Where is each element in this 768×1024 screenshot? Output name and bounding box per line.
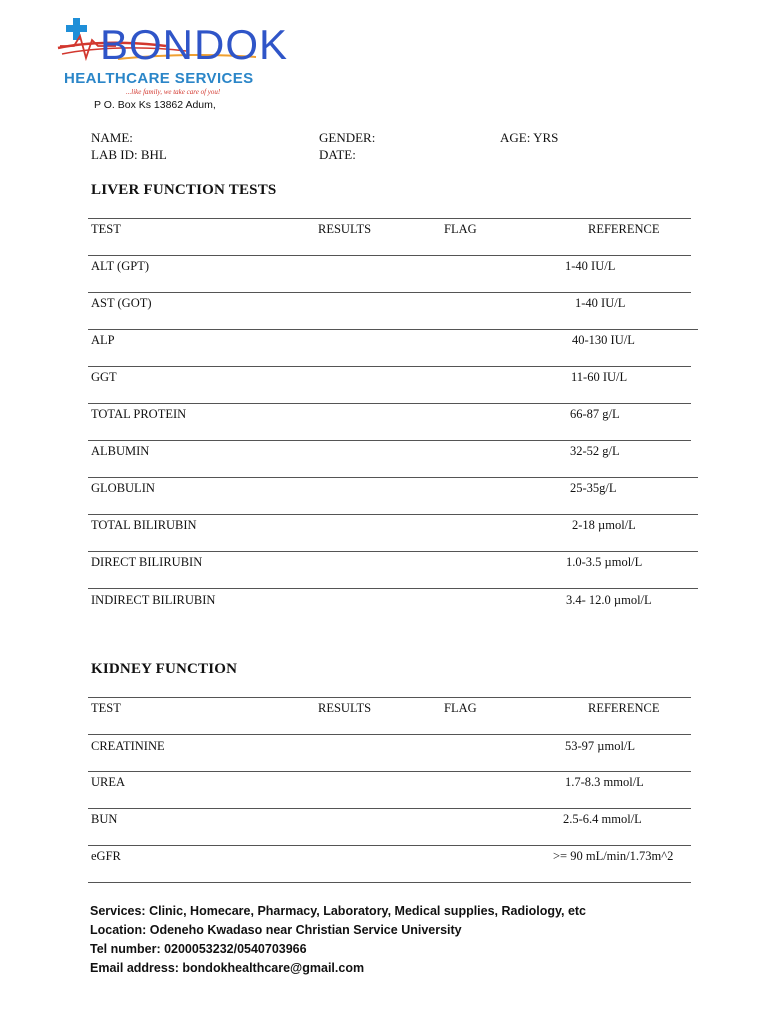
kidney-section-title: KIDNEY FUNCTION <box>91 661 238 677</box>
kidney-header-test: TEST <box>91 701 121 715</box>
lab-id-field: LAB ID: BHL <box>91 147 167 162</box>
kidney-header-flag: FLAG <box>444 701 477 715</box>
brand-tagline: ...like family, we take care of you! <box>126 88 221 96</box>
kidney-row-reference: 1.7-8.3 mmol/L <box>565 775 644 789</box>
table-divider <box>88 218 691 219</box>
contact-footer <box>90 902 586 978</box>
company-address: P O. Box Ks 13862 Adum, <box>94 99 216 111</box>
age-field: AGE: YRS <box>500 130 559 145</box>
liver-header-flag: FLAG <box>444 222 477 236</box>
liver-row-test: GLOBULIN <box>91 481 155 495</box>
liver-row-test: INDIRECT BILIRUBIN <box>91 593 216 607</box>
liver-row-reference: 1.0-3.5 µmol/L <box>566 555 643 569</box>
kidney-header-results: RESULTS <box>318 701 372 715</box>
kidney-row-reference: 53-97 µmol/L <box>565 739 636 753</box>
kidney-row-test: BUN <box>91 812 118 826</box>
location-line: Location: Odeneho Kwadaso near Christian Service University <box>90 923 462 937</box>
phone-line: Tel number: 0200053232/0540703966 <box>90 942 307 956</box>
brand-subtitle: HEALTHCARE SERVICES <box>64 70 254 87</box>
liver-row-reference: 25-35g/L <box>570 481 617 495</box>
date-field: DATE: <box>319 147 356 162</box>
liver-header-results: RESULTS <box>318 222 372 236</box>
table-divider <box>88 734 691 735</box>
liver-header-test: TEST <box>91 222 121 236</box>
liver-row-reference: 1-40 IU/L <box>575 296 626 310</box>
liver-row-test: ALP <box>91 333 115 347</box>
liver-section-title: LIVER FUNCTION TESTS <box>91 182 277 198</box>
liver-row-test: TOTAL BILIRUBIN <box>91 518 197 532</box>
kidney-row-reference: >= 90 mL/min/1.73m^2 <box>553 849 674 863</box>
table-divider <box>88 882 691 883</box>
table-divider <box>88 440 691 441</box>
liver-row-reference: 32-52 g/L <box>570 444 620 458</box>
services-line: Services: Clinic, Homecare, Pharmacy, Laboratory, Medical supplies, Radiology, etc <box>90 904 587 918</box>
liver-row-reference: 2-18 µmol/L <box>572 518 636 532</box>
table-divider <box>88 329 698 330</box>
kidney-header-reference: REFERENCE <box>588 701 660 715</box>
table-divider <box>88 477 698 478</box>
table-divider <box>88 403 691 404</box>
table-divider <box>88 697 691 698</box>
liver-row-test: DIRECT BILIRUBIN <box>91 555 203 569</box>
table-divider <box>88 366 691 367</box>
name-field: NAME: <box>91 130 133 145</box>
kidney-row-test: CREATININE <box>91 739 165 753</box>
liver-row-test: ALBUMIN <box>91 444 150 458</box>
liver-row-reference: 11-60 IU/L <box>571 370 628 384</box>
liver-row-test: AST (GOT) <box>91 296 152 310</box>
liver-row-test: TOTAL PROTEIN <box>91 407 187 421</box>
kidney-row-test: eGFR <box>91 849 121 863</box>
liver-row-reference: 3.4- 12.0 µmol/L <box>566 593 652 607</box>
table-divider <box>88 808 691 809</box>
kidney-row-test: UREA <box>91 775 126 789</box>
table-divider <box>88 514 698 515</box>
table-divider <box>88 588 698 589</box>
table-divider <box>88 845 691 846</box>
kidney-row-reference: 2.5-6.4 mmol/L <box>563 812 642 826</box>
liver-row-reference: 40-130 IU/L <box>572 333 635 347</box>
gender-field: GENDER: <box>319 130 376 145</box>
liver-header-reference: REFERENCE <box>588 222 660 236</box>
brand-name: BONDOK <box>100 21 289 68</box>
table-divider <box>88 255 691 256</box>
liver-row-reference: 66-87 g/L <box>570 407 620 421</box>
liver-row-test: GGT <box>91 370 117 384</box>
table-divider <box>88 292 691 293</box>
table-divider <box>88 551 698 552</box>
liver-row-reference: 1-40 IU/L <box>565 259 616 273</box>
email-line: Email address: bondokhealthcare@gmail.com <box>90 961 365 975</box>
table-divider <box>88 771 691 772</box>
company-logo <box>56 14 289 114</box>
liver-row-test: ALT (GPT) <box>91 259 149 273</box>
